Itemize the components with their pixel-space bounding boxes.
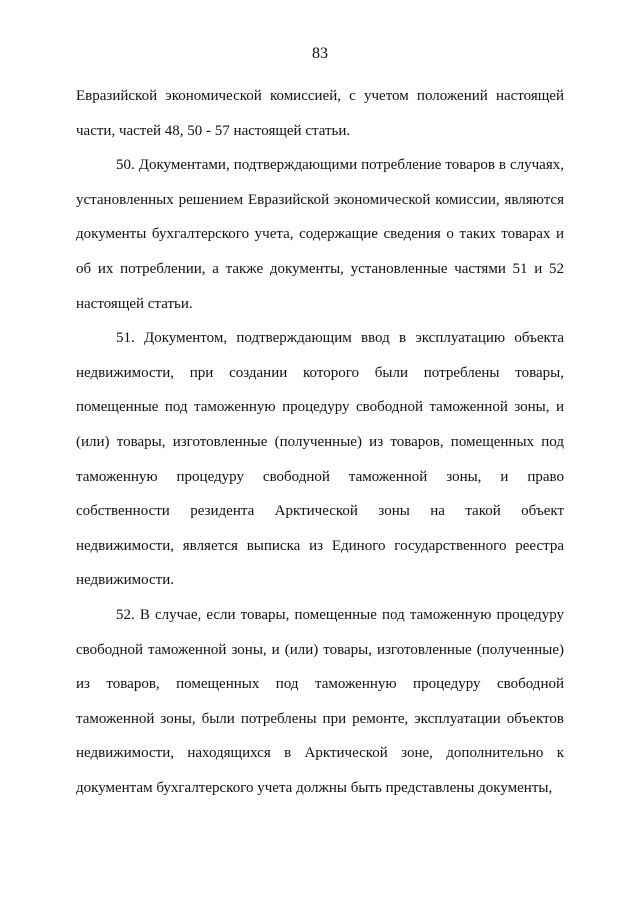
paragraph-continuation: Евразийской экономической комиссией, с учетом положений настоящей части, частей 48, 50 - 57 настоящей статьи. bbox=[76, 88, 564, 139]
paragraph-52: 52. В случае, если товары, помещенные под таможенную процедуру свободной таможенной зоны, и (или) товары, изготовленные (полученные) из товаров, помещенных под таможенную процедуру свободной таможенной зоны, были потреблены при ремонте, эксплуатации объектов недвижимости, находящихся в Арктической зоне, дополнительно к документам бухгалтерского учета должны быть представлены документы, bbox=[76, 606, 564, 796]
document-body bbox=[76, 79, 564, 805]
paragraph-50: 50. Документами, подтверждающими потребление товаров в случаях, установленных решением Евразийской экономической комиссии, являются документы бухгалтерского учета, содержащие сведения о таких товарах и об их потреблении, а также документы, установленные частями 51 и 52 настоящей статьи. bbox=[76, 157, 564, 312]
paragraph-51: 51. Документом, подтверждающим ввод в эксплуатацию объекта недвижимости, при создании которого были потреблены товары, помещенные под таможенную процедуру свободной таможенной зоны, и (или) товары, изготовленные (полученные) из товаров, помещенных под таможенную процедуру свободной таможенной зоны, и право собственности резидента Арктической зоны на такой объект недвижимости, является выписка из Единого государственного реестра недвижимости. bbox=[76, 330, 564, 589]
page-number: 83 bbox=[312, 45, 328, 62]
